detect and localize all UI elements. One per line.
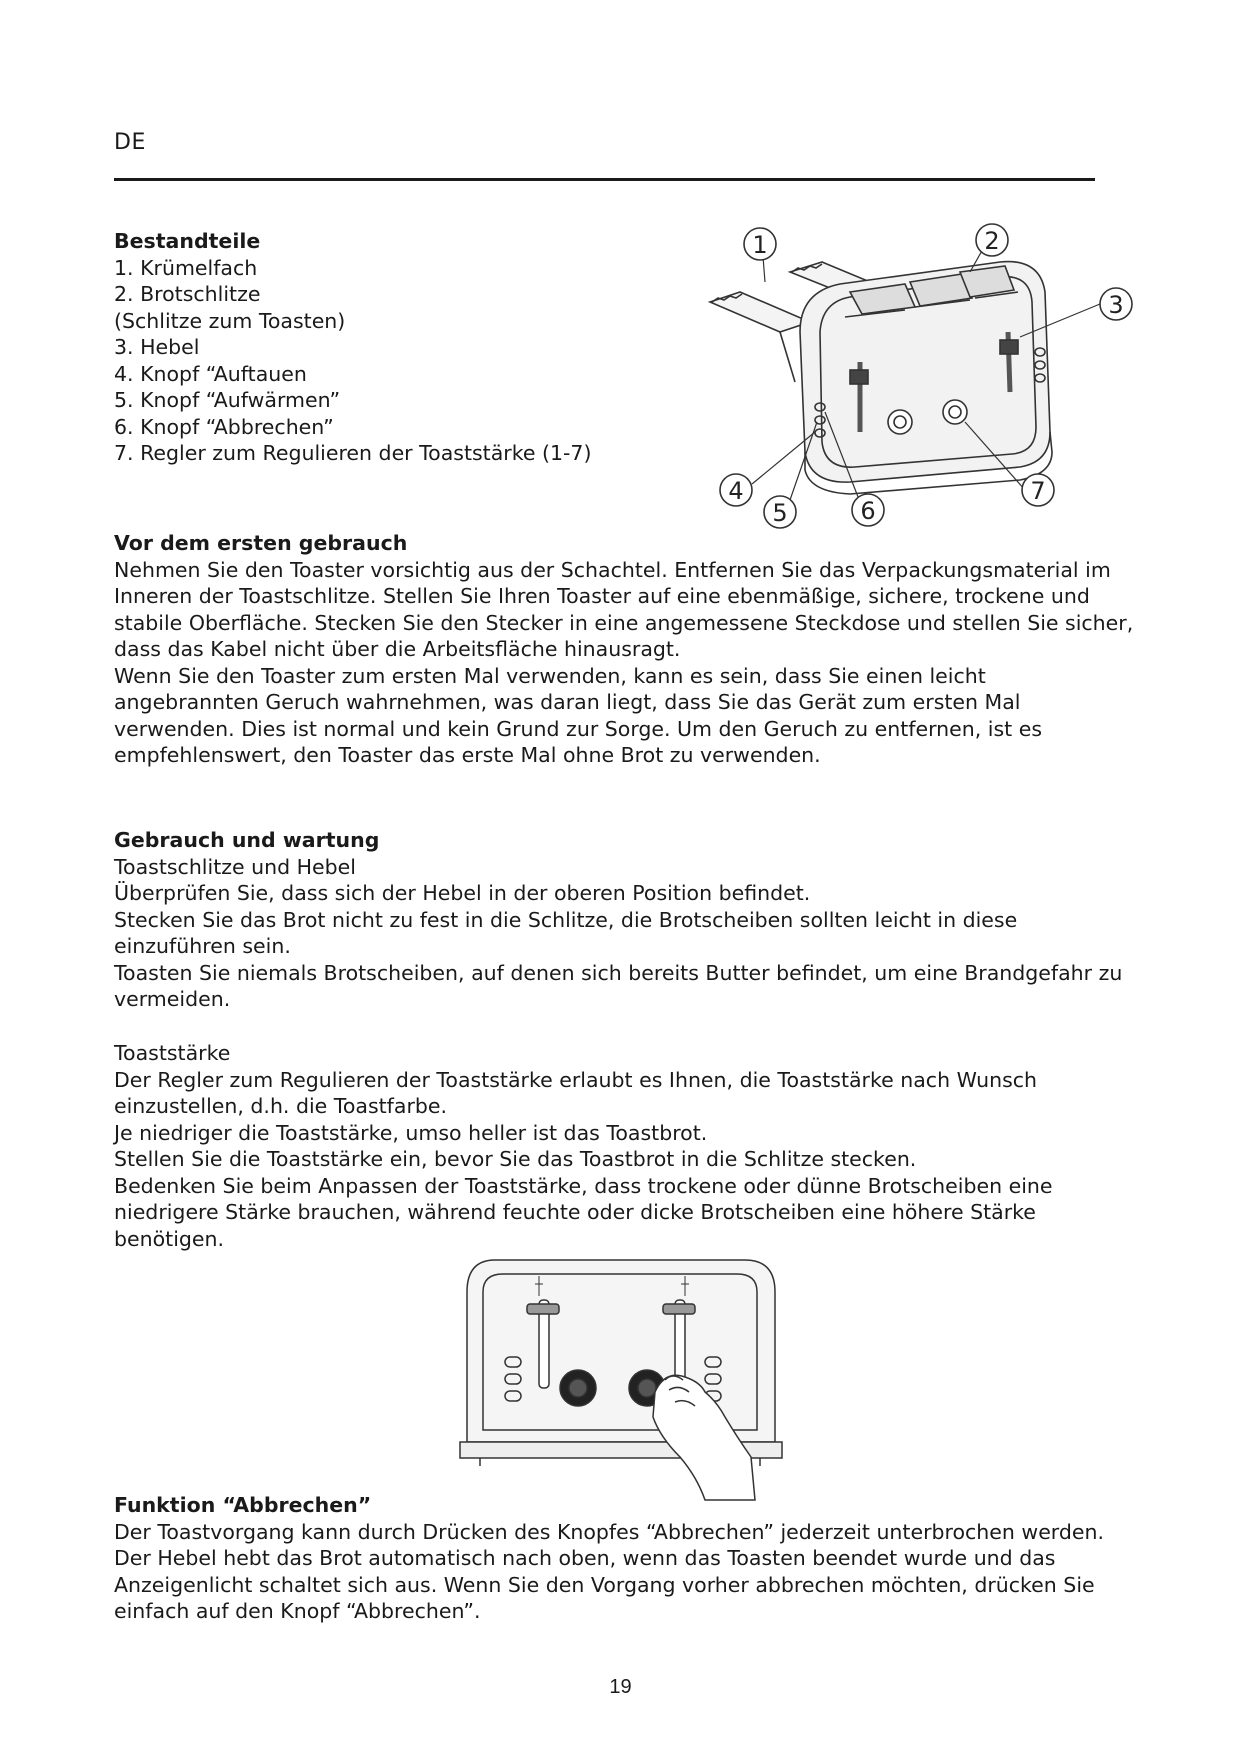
callout-1-label: 1 bbox=[752, 231, 768, 259]
usage-heading: Gebrauch und wartung bbox=[114, 828, 380, 852]
header-rule bbox=[114, 178, 1095, 181]
callout-6 bbox=[852, 494, 884, 526]
parts-heading: Bestandteile bbox=[114, 229, 261, 253]
parts-item: 1. Krümelfach bbox=[114, 255, 258, 280]
parts-section bbox=[114, 228, 674, 467]
browning-paragraph: Der Regler zum Regulieren der Toaststärke erlaubt es Ihnen, die Toaststärke nach Wunsch einzustellen, d.h. die Toastfarbe. bbox=[114, 1067, 1038, 1118]
parts-item: 4. Knopf “Auftauen bbox=[114, 361, 307, 386]
first-use-heading: Vor dem ersten gebrauch bbox=[114, 531, 408, 555]
usage-paragraph: Überprüfen Sie, dass sich der Hebel in der oberen Position befindet. bbox=[114, 881, 811, 905]
parts-item: 3. Hebel bbox=[114, 335, 200, 359]
toaster-front-illustration bbox=[455, 1252, 785, 1502]
callout-1 bbox=[744, 228, 776, 260]
browning-paragraph: Bedenken Sie beim Anpassen der Toaststärke, dass trockene oder dünne Brotscheiben eine niedrigere Stärke brauchen, während feuchte oder dicke Brotscheiben eine höhere Stärke benötigen. bbox=[114, 1173, 1053, 1251]
callout-5 bbox=[764, 496, 796, 528]
parts-item: 7. Regler zum Regulieren der Toaststärke (1-7) bbox=[114, 441, 592, 465]
usage-paragraph: Stecken Sie das Brot nicht zu fest in die Schlitze, die Brotscheiben sollten leicht in diese einzuführen sein. bbox=[114, 907, 1018, 958]
page-number: 19 bbox=[609, 1676, 632, 1698]
first-use-paragraph: Nehmen Sie den Toaster vorsichtig aus der Schachtel. Entfernen Sie das Verpackungsmaterial im Inneren der Toastschlitze. Stellen Sie Ihren Toaster auf eine ebenmäßige, sichere, trockene und stabile Oberfläche. Stecken Sie den Stecker in eine angemessene Steckdose und stellen Sie sicher, dass das Kabel nicht über die Arbeitsfläche hinausragt. bbox=[114, 557, 1134, 661]
callout-2 bbox=[976, 224, 1008, 256]
first-use-paragraph: Wenn Sie den Toaster zum ersten Mal verwenden, kann es sein, dass Sie einen leicht angebrannten Geruch wahrnehmen, was daran liegt, dass Sie das Gerät zum ersten Mal verwenden. Dies ist normal und kein Grund zur Sorge. Um den Geruch zu entfernen, ist es empfehlenswert, den Toaster das erste Mal ohne Brot zu verwenden. bbox=[114, 663, 1043, 767]
browning-section bbox=[114, 1040, 1134, 1252]
usage-paragraph: Toasten Sie niemals Brotscheiben, auf denen sich bereits Butter befindet, um eine Brandgefahr zu vermeiden. bbox=[114, 960, 1123, 1011]
cancel-paragraph: Der Toastvorgang kann durch Drücken des Knopfes “Abbrechen” jederzeit unterbrochen werden. Der Hebel hebt das Brot automatisch nach oben, wenn das Toasten beendet wurde und das Anzeigenlicht schaltet sich aus. Wenn Sie den Vorgang vorher abbrechen möchten, drücken Sie einfach auf den Knopf “Abbrechen”. bbox=[114, 1519, 1105, 1623]
callout-6-label: 6 bbox=[860, 497, 876, 525]
callout-7-label: 7 bbox=[1030, 477, 1046, 505]
callout-4 bbox=[720, 474, 752, 506]
callout-3-label: 3 bbox=[1108, 291, 1124, 319]
toaster-diagram bbox=[700, 222, 1140, 537]
callout-5-label: 5 bbox=[772, 499, 788, 527]
callout-3 bbox=[1100, 288, 1132, 320]
browning-paragraph: Stellen Sie die Toaststärke ein, bevor Sie das Toastbrot in die Schlitze stecken. bbox=[114, 1147, 917, 1171]
usage-subheading: Toastschlitze und Hebel bbox=[114, 854, 356, 879]
parts-item: (Schlitze zum Toasten) bbox=[114, 308, 346, 333]
cancel-heading: Funktion “Abbrechen” bbox=[114, 1493, 372, 1517]
parts-item: 6. Knopf “Abbrechen” bbox=[114, 414, 334, 439]
cancel-section bbox=[114, 1492, 1134, 1625]
language-label: DE bbox=[114, 130, 146, 155]
browning-paragraph: Je niedriger die Toaststärke, umso heller ist das Toastbrot. bbox=[114, 1120, 708, 1145]
parts-item: 2. Brotschlitze bbox=[114, 282, 261, 306]
callout-2-label: 2 bbox=[984, 227, 1000, 255]
callout-4-label: 4 bbox=[728, 477, 744, 505]
toaster-body-drawing bbox=[800, 262, 1052, 494]
usage-section bbox=[114, 827, 1134, 1013]
browning-heading: Toaststärke bbox=[114, 1041, 231, 1065]
first-use-section bbox=[114, 530, 1134, 769]
parts-item: 5. Knopf “Aufwärmen” bbox=[114, 388, 341, 412]
callout-7 bbox=[1022, 474, 1054, 506]
